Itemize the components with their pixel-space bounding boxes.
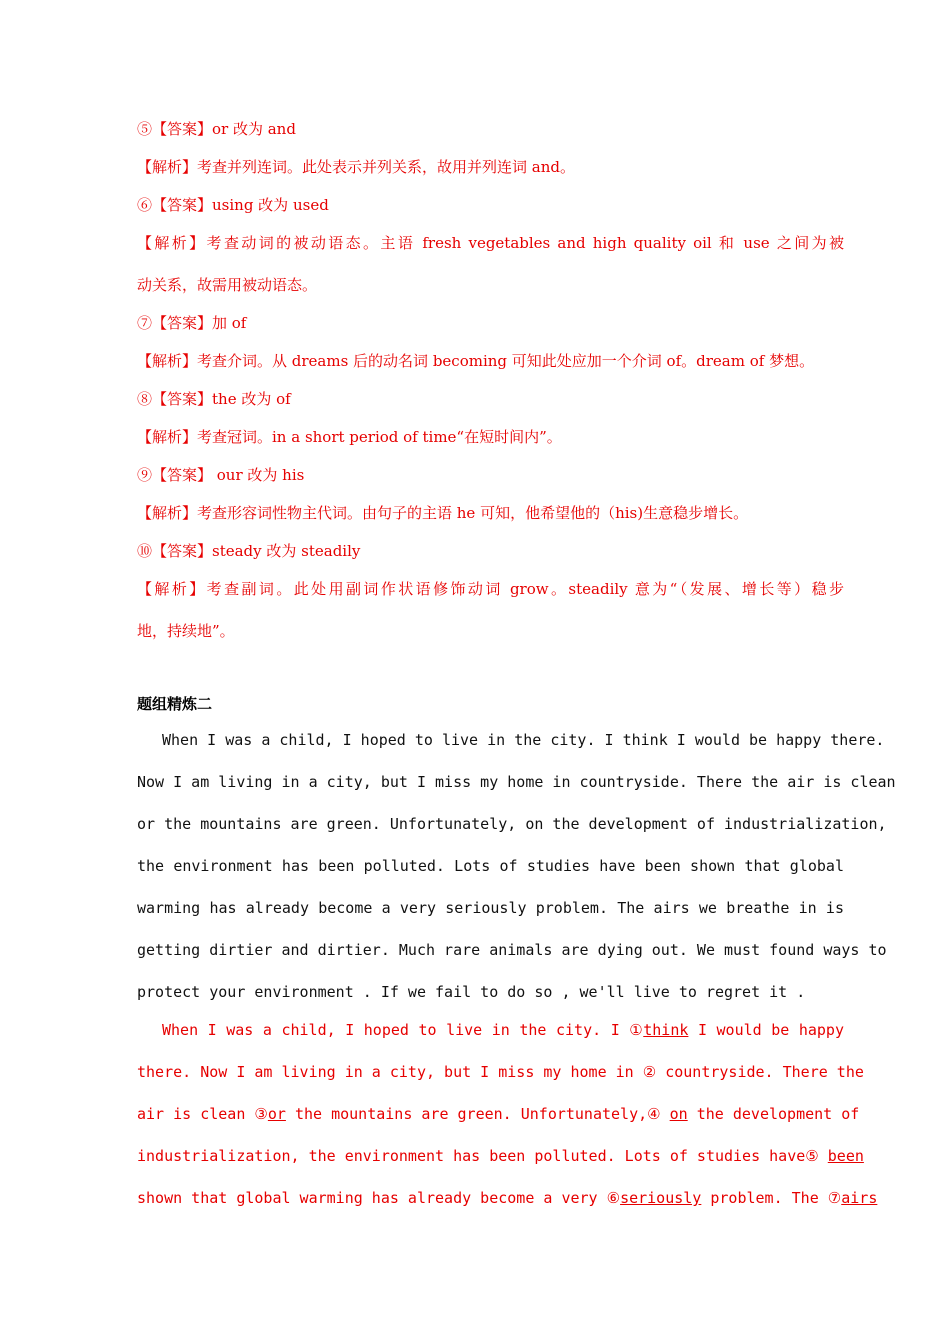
marked-text: I would be happy: [688, 1021, 844, 1039]
marked-text: industrialization, the environment has been polluted. Lots of studies have: [137, 1147, 806, 1165]
error-word: airs: [841, 1189, 878, 1207]
passage-line-3: or the mountains are green. Unfortunately, on the development of industrialization,: [137, 815, 887, 833]
marked-text: the development of: [687, 1105, 860, 1123]
error-word: think: [643, 1021, 689, 1039]
analysis-5: 【解析】考查并列连词。此处表示并列关系，故用并列连词 and。: [137, 158, 575, 176]
answer-5: ⑤【答案】or 改为 and: [137, 120, 296, 138]
analysis-8: 【解析】考查冠词。in a short period of time“在短时间内”。: [137, 428, 562, 446]
error-marker: ⑤: [805, 1147, 819, 1165]
answer-8: ⑧【答案】the 改为 of: [137, 390, 291, 408]
marked-text: shown that global warming has already become a very: [137, 1189, 607, 1207]
analysis-6: 【解析】考查动词的被动语态。主语 fresh vegetables and high quality oil 和 use 之间为被: [137, 234, 844, 252]
marked-line-4: [137, 1147, 864, 1165]
answer-6: ⑥【答案】using 改为 used: [137, 196, 329, 214]
marked-text: problem. The: [701, 1189, 828, 1207]
marked-line-3: [137, 1105, 860, 1123]
error-marker: ①: [629, 1021, 644, 1039]
analysis-10: 【解析】考查副词。此处用副词作状语修饰动词 grow。steadily 意为“（发展、增长等）稳步: [137, 580, 844, 598]
passage-line-1: When I was a child, I hoped to live in the city. I think I would be happy there.: [162, 731, 885, 749]
error-marker: ⑦: [827, 1189, 842, 1207]
analysis-7: 【解析】考查介词。从 dreams 后的动名词 becoming 可知此处应加一个介词 of。dream of 梦想。: [137, 352, 815, 370]
analysis-9: 【解析】考查形容词性物主代词。由句子的主语 he 可知，他希望他的（his)生意稳步增长。: [137, 504, 749, 522]
marked-line-2: [137, 1063, 864, 1081]
marked-line-1: [162, 1021, 844, 1039]
marked-text: there. Now I am living in a city, but I miss my home in: [137, 1063, 643, 1081]
passage-line-5: warming has already become a very seriously problem. The airs we breathe in is: [137, 899, 844, 917]
error-word: seriously: [620, 1189, 702, 1207]
marked-text: the mountains are green. Unfortunately,: [285, 1105, 648, 1123]
marked-text: countryside. There the: [656, 1063, 864, 1081]
error-word: or: [267, 1105, 286, 1123]
marked-line-5: [137, 1189, 878, 1207]
answer-10: ⑩【答案】steady 改为 steadily: [137, 542, 361, 560]
passage-line-2: Now I am living in a city, but I miss my home in countryside. There the air is clean: [137, 773, 896, 791]
error-marker: ⑥: [606, 1189, 621, 1207]
marked-text: air is clean: [137, 1105, 255, 1123]
error-marker: ③: [254, 1105, 268, 1123]
passage-line-4: the environment has been polluted. Lots of studies have been shown that global: [137, 857, 844, 875]
analysis-10-cont: 地，持续地”。: [137, 622, 235, 640]
marked-text: When I was a child, I hoped to live in the city. I: [162, 1021, 630, 1039]
answer-9: ⑨【答案】 our 改为 his: [137, 466, 305, 484]
error-marker: ④: [647, 1105, 661, 1123]
error-word: on: [669, 1105, 688, 1123]
analysis-6-cont: 动关系，故需用被动语态。: [137, 276, 318, 294]
section-title: 题组精炼二: [137, 695, 213, 713]
error-marker: ②: [642, 1063, 657, 1081]
answer-7: ⑦【答案】加 of: [137, 314, 247, 332]
error-word: been: [827, 1147, 864, 1165]
passage-line-7: protect your environment . If we fail to do so , we'll live to regret it .: [137, 983, 806, 1001]
passage-line-6: getting dirtier and dirtier. Much rare animals are dying out. We must found ways to: [137, 941, 887, 959]
